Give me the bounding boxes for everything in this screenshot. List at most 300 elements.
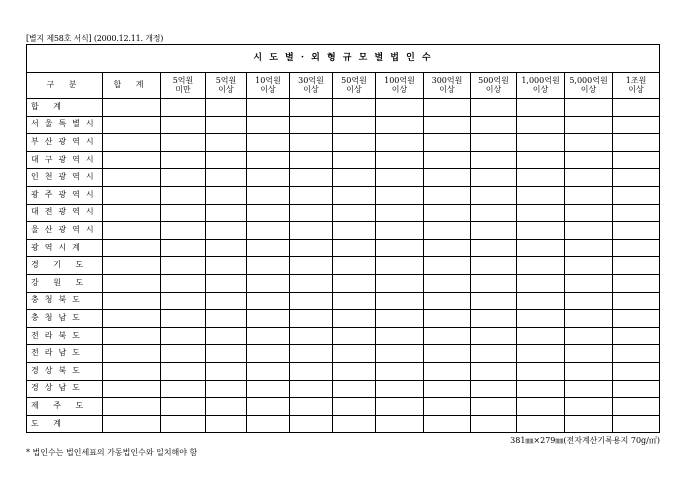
data-cell[interactable] (247, 292, 290, 310)
data-cell[interactable] (103, 310, 161, 328)
data-cell[interactable] (103, 292, 161, 310)
data-cell[interactable] (565, 310, 613, 328)
data-cell[interactable] (565, 99, 613, 117)
size-column-header (247, 73, 290, 99)
data-cell[interactable] (290, 274, 333, 292)
category-header: 구 분 (27, 73, 103, 99)
data-cell[interactable] (103, 222, 161, 240)
data-cell[interactable] (517, 151, 565, 169)
data-cell[interactable] (103, 134, 161, 152)
data-cell[interactable] (565, 415, 613, 433)
size-column-header-line: 5억원 (215, 75, 237, 85)
data-cell[interactable] (424, 222, 471, 240)
data-cell[interactable] (103, 116, 161, 134)
data-cell[interactable] (290, 257, 333, 275)
table-row (27, 362, 660, 380)
data-cell[interactable] (161, 345, 206, 363)
data-cell[interactable] (517, 169, 565, 187)
size-column-header-line: 이상 (260, 84, 276, 94)
data-cell[interactable] (424, 292, 471, 310)
data-cell[interactable] (290, 310, 333, 328)
table-row (27, 204, 660, 222)
data-cell[interactable] (247, 169, 290, 187)
data-cell[interactable] (565, 292, 613, 310)
data-cell[interactable] (290, 134, 333, 152)
data-cell[interactable] (247, 222, 290, 240)
size-column-header (161, 73, 206, 99)
data-cell[interactable] (565, 222, 613, 240)
size-column-header (613, 73, 660, 99)
data-cell[interactable] (376, 99, 424, 117)
data-cell[interactable] (247, 415, 290, 433)
data-cell[interactable] (565, 169, 613, 187)
data-cell[interactable] (103, 327, 161, 345)
data-cell[interactable] (471, 310, 517, 328)
data-cell[interactable] (161, 327, 206, 345)
data-cell[interactable] (376, 204, 424, 222)
data-cell[interactable] (206, 398, 247, 416)
row-label: 강 원 도 (27, 274, 103, 292)
data-cell[interactable] (161, 239, 206, 257)
data-cell[interactable] (517, 116, 565, 134)
data-cell[interactable] (613, 116, 660, 134)
data-cell[interactable] (613, 292, 660, 310)
data-cell[interactable] (565, 380, 613, 398)
data-cell[interactable] (424, 327, 471, 345)
data-cell[interactable] (613, 274, 660, 292)
data-cell[interactable] (613, 239, 660, 257)
row-label: 광주광역시 (27, 186, 103, 204)
data-cell[interactable] (424, 345, 471, 363)
data-cell[interactable] (103, 398, 161, 416)
data-cell[interactable] (161, 257, 206, 275)
data-cell[interactable] (376, 327, 424, 345)
data-cell[interactable] (247, 204, 290, 222)
data-cell[interactable] (103, 99, 161, 117)
size-column-header (376, 73, 424, 99)
row-label: 울산광역시 (27, 222, 103, 240)
data-cell[interactable] (517, 204, 565, 222)
data-cell[interactable] (565, 239, 613, 257)
data-cell[interactable] (376, 274, 424, 292)
data-cell[interactable] (103, 345, 161, 363)
size-column-header-line: 1조원 (625, 75, 647, 85)
row-label: 도 계 (27, 415, 103, 433)
data-cell[interactable] (424, 362, 471, 380)
data-cell[interactable] (247, 398, 290, 416)
data-cell[interactable] (290, 169, 333, 187)
data-cell[interactable] (206, 274, 247, 292)
data-cell[interactable] (161, 99, 206, 117)
row-label: 충청북도 (27, 292, 103, 310)
data-cell[interactable] (424, 151, 471, 169)
size-column-header-line: 이상 (439, 84, 455, 94)
statistics-table (26, 44, 660, 433)
data-cell[interactable] (247, 257, 290, 275)
data-cell[interactable] (290, 362, 333, 380)
data-cell[interactable] (161, 310, 206, 328)
data-cell[interactable] (103, 239, 161, 257)
table-row (27, 222, 660, 240)
data-cell[interactable] (206, 380, 247, 398)
size-column-header-line: 500억원 (478, 75, 509, 85)
row-label: 제 주 도 (27, 398, 103, 416)
data-cell[interactable] (424, 204, 471, 222)
size-column-header (424, 73, 471, 99)
data-cell[interactable] (376, 151, 424, 169)
data-cell[interactable] (471, 362, 517, 380)
size-column-header-line: 300억원 (431, 75, 463, 85)
data-cell[interactable] (247, 151, 290, 169)
data-cell[interactable] (333, 222, 376, 240)
data-cell[interactable] (247, 345, 290, 363)
data-cell[interactable] (517, 398, 565, 416)
data-cell[interactable] (333, 169, 376, 187)
data-cell[interactable] (376, 362, 424, 380)
data-cell[interactable] (424, 274, 471, 292)
data-cell[interactable] (471, 292, 517, 310)
data-cell[interactable] (333, 310, 376, 328)
data-cell[interactable] (565, 362, 613, 380)
size-column-header (206, 73, 247, 99)
data-cell[interactable] (424, 134, 471, 152)
data-cell[interactable] (103, 151, 161, 169)
data-cell[interactable] (471, 398, 517, 416)
data-cell[interactable] (517, 274, 565, 292)
data-cell[interactable] (424, 415, 471, 433)
size-column-header-line: 이상 (391, 84, 408, 94)
data-cell[interactable] (206, 292, 247, 310)
table-row (27, 134, 660, 152)
size-column-header-line: 이상 (532, 84, 549, 94)
table-row (27, 116, 660, 134)
data-cell[interactable] (333, 398, 376, 416)
data-cell[interactable] (471, 222, 517, 240)
size-column-header-line: 이상 (218, 84, 234, 94)
data-cell[interactable] (517, 222, 565, 240)
data-cell[interactable] (206, 99, 247, 117)
data-cell[interactable] (206, 169, 247, 187)
data-cell[interactable] (333, 134, 376, 152)
data-cell[interactable] (565, 204, 613, 222)
data-cell[interactable] (206, 134, 247, 152)
data-cell[interactable] (517, 345, 565, 363)
data-cell[interactable] (471, 116, 517, 134)
data-cell[interactable] (290, 345, 333, 363)
data-cell[interactable] (471, 380, 517, 398)
data-cell[interactable] (613, 380, 660, 398)
size-column-header (565, 73, 613, 99)
row-label: 대전광역시 (27, 204, 103, 222)
data-cell[interactable] (247, 99, 290, 117)
data-cell[interactable] (376, 116, 424, 134)
data-cell[interactable] (161, 186, 206, 204)
row-label: 서울특별시 (27, 116, 103, 134)
data-cell[interactable] (333, 257, 376, 275)
data-cell[interactable] (471, 239, 517, 257)
data-cell[interactable] (565, 134, 613, 152)
data-cell[interactable] (565, 186, 613, 204)
data-cell[interactable] (613, 327, 660, 345)
data-cell[interactable] (376, 345, 424, 363)
data-cell[interactable] (517, 257, 565, 275)
data-cell[interactable] (517, 134, 565, 152)
data-cell[interactable] (103, 362, 161, 380)
data-cell[interactable] (103, 415, 161, 433)
data-cell[interactable] (424, 99, 471, 117)
data-cell[interactable] (161, 415, 206, 433)
data-cell[interactable] (424, 186, 471, 204)
data-cell[interactable] (471, 134, 517, 152)
data-cell[interactable] (376, 134, 424, 152)
size-column-header-line: 1,000억원 (521, 75, 560, 85)
table-row (27, 257, 660, 275)
data-cell[interactable] (565, 327, 613, 345)
data-cell[interactable] (471, 204, 517, 222)
data-cell[interactable] (376, 292, 424, 310)
data-cell[interactable] (333, 292, 376, 310)
data-cell[interactable] (376, 310, 424, 328)
data-cell[interactable] (333, 204, 376, 222)
data-cell[interactable] (471, 257, 517, 275)
data-cell[interactable] (517, 310, 565, 328)
size-column-header (333, 73, 376, 99)
data-cell[interactable] (424, 116, 471, 134)
data-cell[interactable] (471, 169, 517, 187)
row-label: 전라북도 (27, 327, 103, 345)
size-column-header-line: 이상 (485, 84, 502, 94)
data-cell[interactable] (376, 415, 424, 433)
data-cell[interactable] (247, 239, 290, 257)
data-cell[interactable] (471, 151, 517, 169)
data-cell[interactable] (206, 186, 247, 204)
data-cell[interactable] (290, 222, 333, 240)
data-cell[interactable] (290, 292, 333, 310)
data-cell[interactable] (247, 362, 290, 380)
data-cell[interactable] (424, 398, 471, 416)
data-cell[interactable] (424, 310, 471, 328)
data-cell[interactable] (376, 169, 424, 187)
data-cell[interactable] (290, 99, 333, 117)
data-cell[interactable] (206, 362, 247, 380)
data-cell[interactable] (376, 380, 424, 398)
data-cell[interactable] (333, 99, 376, 117)
data-cell[interactable] (247, 134, 290, 152)
data-cell[interactable] (290, 415, 333, 433)
data-cell[interactable] (333, 380, 376, 398)
table-row (27, 327, 660, 345)
size-column-header (517, 73, 565, 99)
data-cell[interactable] (424, 239, 471, 257)
paper-size-note: 381㎜×279㎜(전자계산기록용지 70g/㎡) (510, 436, 660, 445)
data-cell[interactable] (471, 99, 517, 117)
size-column-header-line: 이상 (628, 84, 644, 94)
row-label: 대구광역시 (27, 151, 103, 169)
data-cell[interactable] (613, 415, 660, 433)
data-cell[interactable] (613, 204, 660, 222)
size-column-header-line: 5억원 (172, 75, 194, 85)
data-cell[interactable] (333, 327, 376, 345)
data-cell[interactable] (247, 380, 290, 398)
data-cell[interactable] (206, 204, 247, 222)
table-row (27, 274, 660, 292)
data-cell[interactable] (517, 292, 565, 310)
data-cell[interactable] (103, 204, 161, 222)
data-cell[interactable] (376, 398, 424, 416)
data-cell[interactable] (161, 169, 206, 187)
data-cell[interactable] (103, 186, 161, 204)
data-cell[interactable] (517, 327, 565, 345)
data-cell[interactable] (103, 257, 161, 275)
data-cell[interactable] (290, 380, 333, 398)
size-column-header-line: 이상 (303, 84, 319, 94)
data-cell[interactable] (290, 327, 333, 345)
row-label: 합 계 (27, 99, 103, 117)
data-cell[interactable] (103, 169, 161, 187)
row-label: 충청남도 (27, 310, 103, 328)
size-column-header-line: 10억원 (255, 75, 281, 85)
data-cell[interactable] (206, 116, 247, 134)
data-cell[interactable] (206, 257, 247, 275)
data-cell[interactable] (161, 222, 206, 240)
data-cell[interactable] (424, 380, 471, 398)
size-column-header-line: 미만 (175, 84, 191, 94)
data-cell[interactable] (161, 204, 206, 222)
table-row (27, 415, 660, 433)
data-cell[interactable] (613, 134, 660, 152)
data-cell[interactable] (333, 239, 376, 257)
row-label: 인천광역시 (27, 169, 103, 187)
data-cell[interactable] (247, 116, 290, 134)
data-cell[interactable] (613, 362, 660, 380)
table-row (27, 345, 660, 363)
data-cell[interactable] (290, 239, 333, 257)
data-cell[interactable] (161, 292, 206, 310)
data-cell[interactable] (161, 116, 206, 134)
data-cell[interactable] (333, 151, 376, 169)
row-label: 광역시계 (27, 239, 103, 257)
data-cell[interactable] (376, 222, 424, 240)
data-cell[interactable] (333, 274, 376, 292)
data-cell[interactable] (565, 345, 613, 363)
data-cell[interactable] (161, 362, 206, 380)
size-column-header-line: 30억원 (298, 75, 324, 85)
row-label: 경상북도 (27, 362, 103, 380)
data-cell[interactable] (161, 134, 206, 152)
data-cell[interactable] (613, 169, 660, 187)
data-cell[interactable] (247, 274, 290, 292)
data-cell[interactable] (565, 116, 613, 134)
data-cell[interactable] (613, 257, 660, 275)
data-cell[interactable] (206, 345, 247, 363)
data-cell[interactable] (376, 239, 424, 257)
data-cell[interactable] (247, 310, 290, 328)
data-cell[interactable] (376, 257, 424, 275)
data-cell[interactable] (333, 415, 376, 433)
size-column-header-line: 이상 (346, 84, 362, 94)
data-cell[interactable] (161, 398, 206, 416)
data-cell[interactable] (613, 151, 660, 169)
data-cell[interactable] (161, 380, 206, 398)
data-cell[interactable] (103, 380, 161, 398)
data-cell[interactable] (333, 345, 376, 363)
data-cell[interactable] (471, 274, 517, 292)
data-cell[interactable] (565, 274, 613, 292)
data-cell[interactable] (333, 116, 376, 134)
data-cell[interactable] (517, 186, 565, 204)
data-cell[interactable] (333, 362, 376, 380)
data-cell[interactable] (613, 186, 660, 204)
data-cell[interactable] (517, 362, 565, 380)
data-cell[interactable] (613, 398, 660, 416)
data-cell[interactable] (517, 99, 565, 117)
data-cell[interactable] (206, 415, 247, 433)
data-cell[interactable] (424, 257, 471, 275)
data-cell[interactable] (471, 186, 517, 204)
table-row (27, 186, 660, 204)
form-number: [별지 제58호 서식] (2000.12.11. 개정) (26, 34, 164, 43)
data-cell[interactable] (247, 327, 290, 345)
data-cell[interactable] (161, 151, 206, 169)
size-column-header (290, 73, 333, 99)
data-cell[interactable] (376, 186, 424, 204)
data-cell[interactable] (613, 345, 660, 363)
data-cell[interactable] (517, 380, 565, 398)
data-cell[interactable] (103, 274, 161, 292)
table-row (27, 310, 660, 328)
table-row (27, 398, 660, 416)
size-column-header-line: 100억원 (384, 75, 415, 85)
data-cell[interactable] (565, 151, 613, 169)
row-label: 경상남도 (27, 380, 103, 398)
data-cell[interactable] (613, 99, 660, 117)
data-cell[interactable] (333, 186, 376, 204)
data-cell[interactable] (290, 204, 333, 222)
table-row (27, 239, 660, 257)
data-cell[interactable] (471, 415, 517, 433)
data-cell[interactable] (247, 186, 290, 204)
data-cell[interactable] (206, 222, 247, 240)
data-cell[interactable] (565, 398, 613, 416)
data-cell[interactable] (206, 151, 247, 169)
data-cell[interactable] (613, 310, 660, 328)
data-cell[interactable] (471, 327, 517, 345)
data-cell[interactable] (290, 151, 333, 169)
data-cell[interactable] (206, 239, 247, 257)
table-row (27, 151, 660, 169)
row-label: 전라남도 (27, 345, 103, 363)
table-row (27, 380, 660, 398)
data-cell[interactable] (161, 274, 206, 292)
data-cell[interactable] (517, 239, 565, 257)
size-column-header-line: 5,000억원 (569, 75, 608, 85)
footnote: * 법인수는 법인세표의 가동법인수와 일치해야 함 (26, 448, 198, 457)
data-cell[interactable] (517, 415, 565, 433)
data-cell[interactable] (471, 345, 517, 363)
data-cell[interactable] (613, 222, 660, 240)
data-cell[interactable] (290, 116, 333, 134)
table-row (27, 99, 660, 117)
size-column-header-line: 50억원 (341, 75, 367, 85)
data-cell[interactable] (206, 327, 247, 345)
data-cell[interactable] (290, 186, 333, 204)
size-column-header (471, 73, 517, 99)
data-cell[interactable] (424, 169, 471, 187)
data-cell[interactable] (206, 310, 247, 328)
data-cell[interactable] (565, 257, 613, 275)
data-cell[interactable] (290, 398, 333, 416)
table-row (27, 169, 660, 187)
